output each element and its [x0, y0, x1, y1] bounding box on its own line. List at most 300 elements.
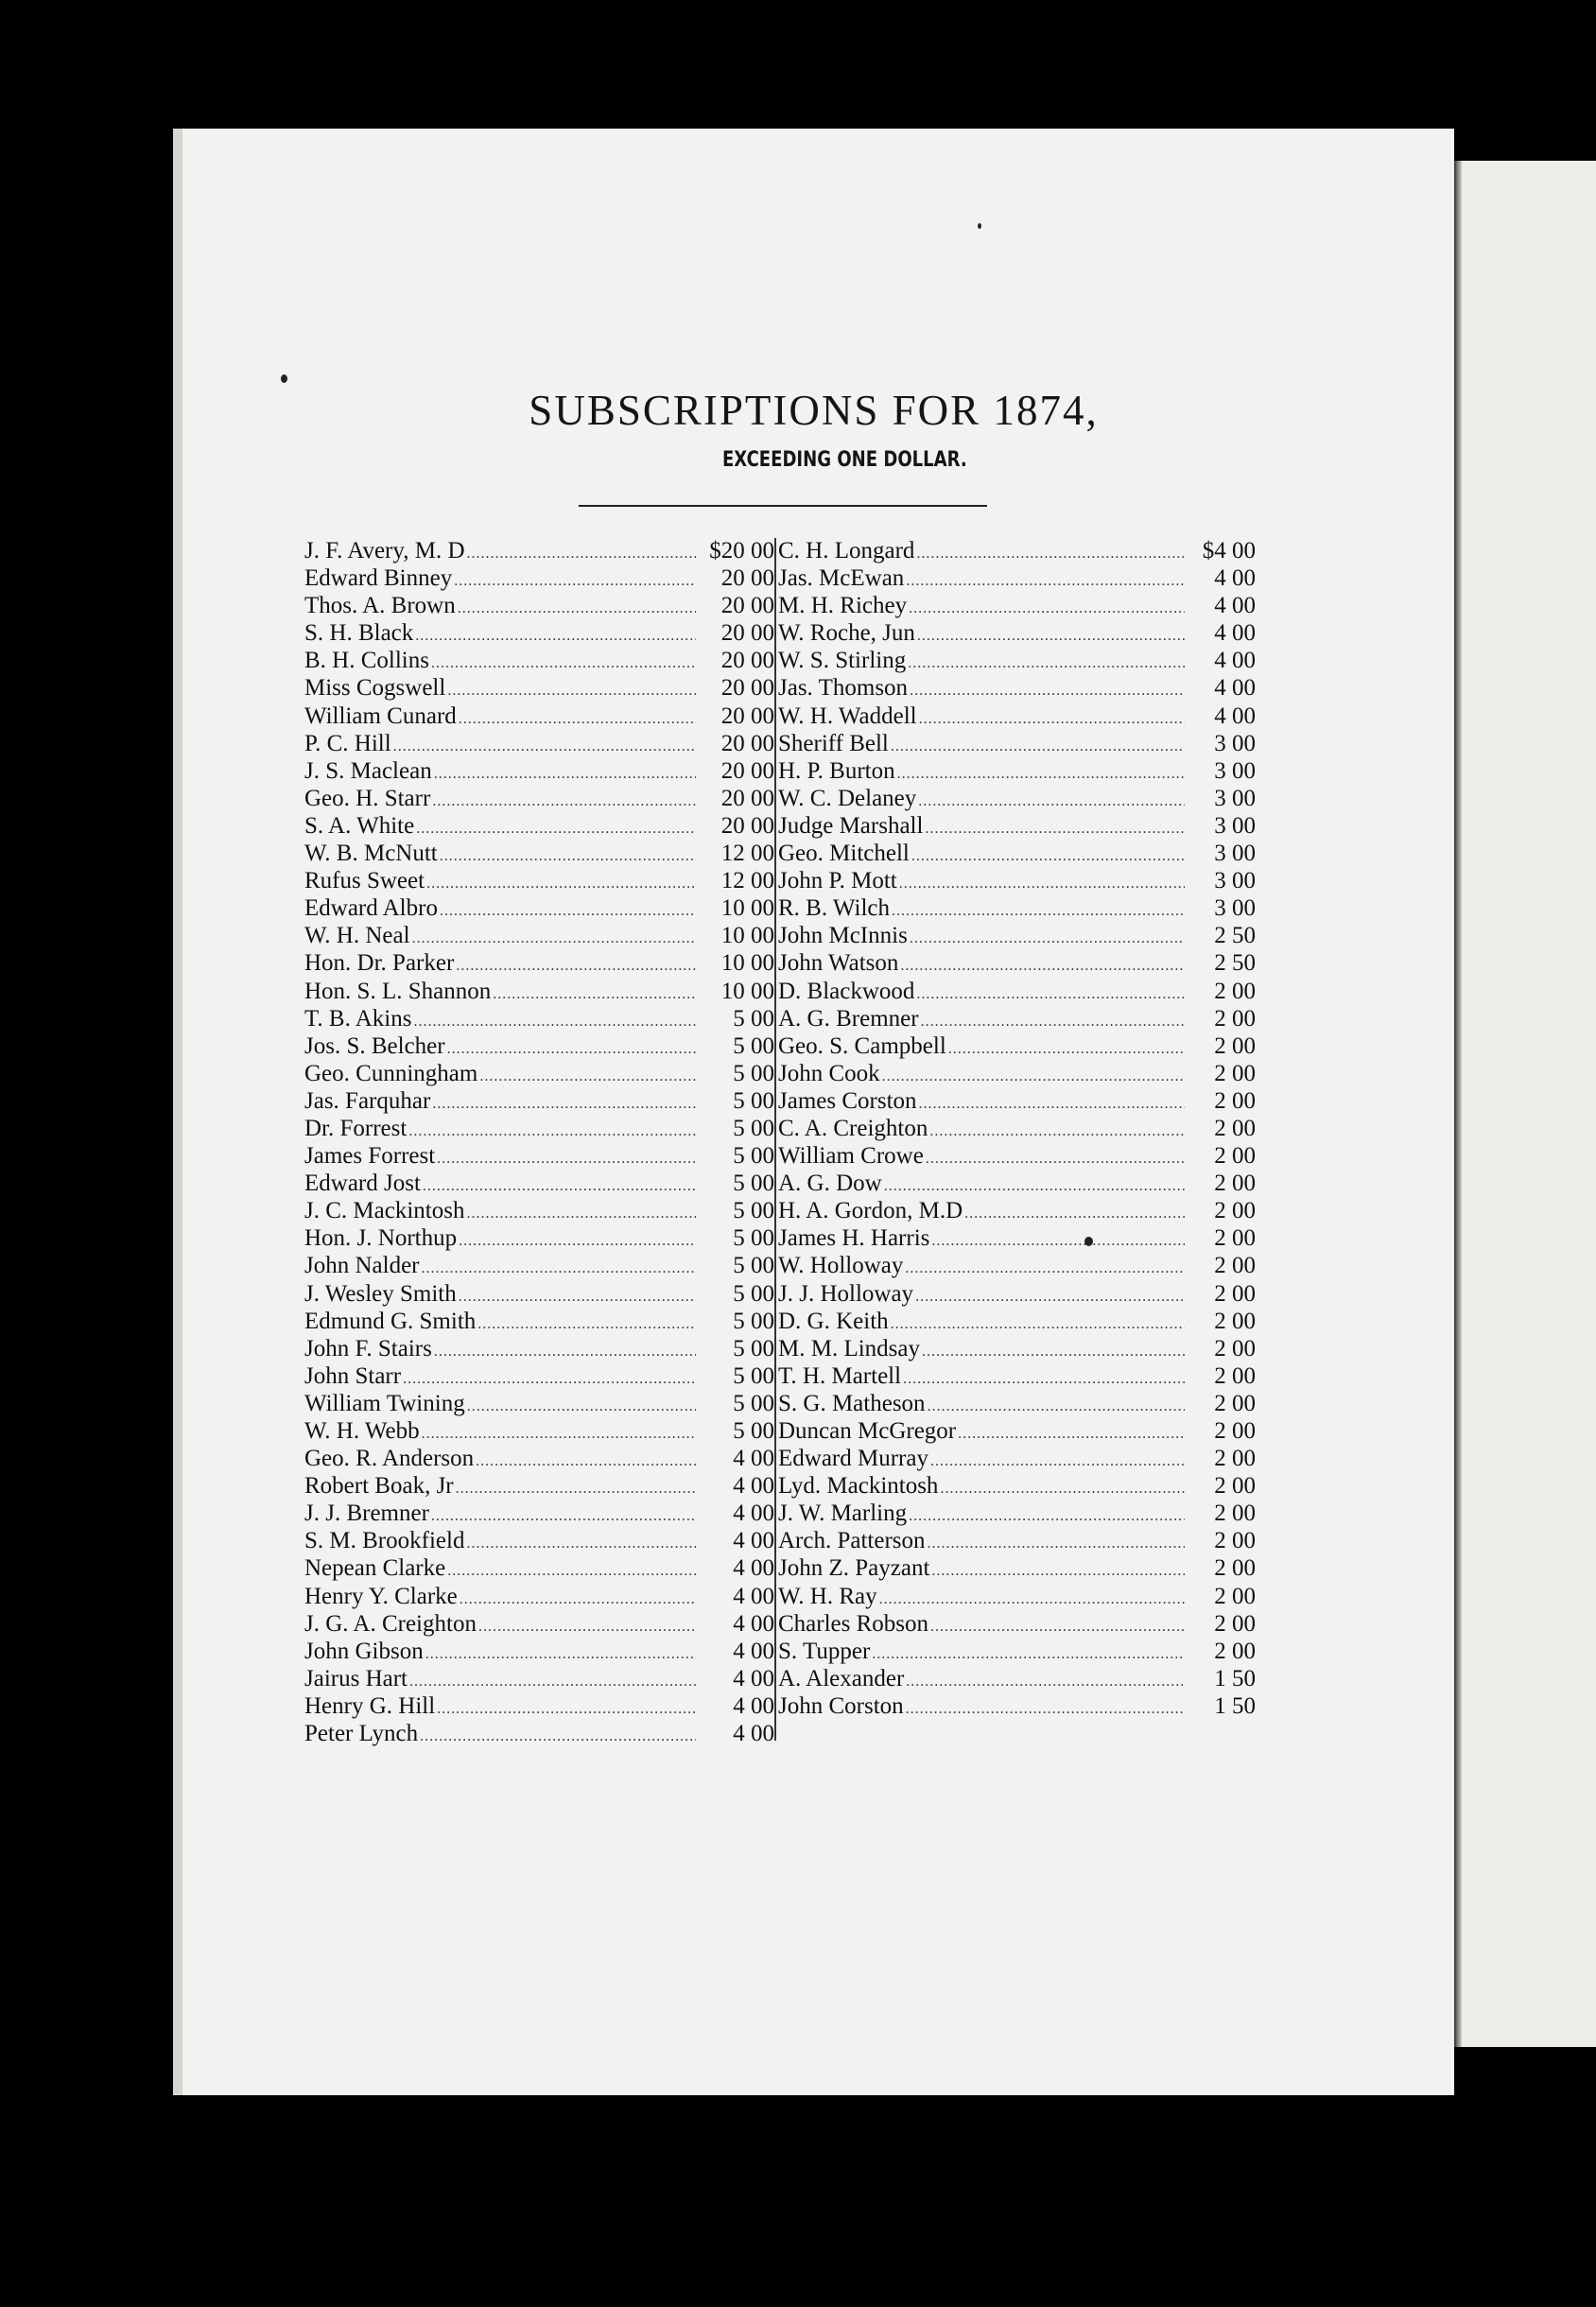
dot-leader [906, 1701, 1185, 1718]
dot-leader [456, 958, 696, 975]
subscriber-name: Lyd. Mackintosh [778, 1473, 939, 1500]
list-item [304, 1639, 774, 1666]
subscription-amount: 12 00 [720, 868, 774, 894]
subscription-amount: 2 00 [1214, 1528, 1256, 1554]
dot-leader [493, 986, 696, 1003]
list-item [304, 758, 774, 786]
list-item [778, 1336, 1256, 1363]
subscriber-name: John Watson [778, 950, 899, 977]
dot-leader [919, 1096, 1185, 1113]
list-item [304, 950, 774, 978]
list-item [778, 1473, 1256, 1500]
subscriber-name: B. H. Collins [304, 648, 429, 674]
subscriber-name: W. H. Waddell [778, 703, 917, 729]
subscriber-name: Edward Murray [778, 1446, 928, 1472]
column-divider [774, 538, 776, 1741]
list-item [778, 1061, 1256, 1088]
dot-leader [948, 1041, 1185, 1058]
subscriber-name: W. Holloway [778, 1253, 904, 1279]
subscriber-name: Charles Robson [778, 1610, 929, 1637]
subscription-amount: 12 00 [720, 841, 774, 867]
dot-leader [926, 1151, 1185, 1168]
subscription-amount: 5 00 [733, 1143, 774, 1170]
subscriber-name: Henry G. Hill [304, 1692, 436, 1719]
list-item [778, 675, 1256, 703]
list-item [778, 593, 1256, 620]
dot-leader [415, 628, 696, 645]
list-item [778, 1555, 1256, 1583]
list-item [304, 1281, 774, 1309]
dot-leader [905, 1260, 1185, 1277]
subscriber-name: John P. Mott [778, 868, 897, 894]
subscriber-name: C. H. Longard [778, 538, 915, 564]
subscription-amount: 5 00 [733, 1087, 774, 1114]
list-item [304, 1418, 774, 1446]
dot-leader [432, 1096, 696, 1113]
subscription-amount: 2 00 [1214, 1032, 1256, 1059]
dot-leader [916, 546, 1185, 563]
subscriber-name: S. Tupper [778, 1638, 871, 1664]
list-item [304, 1061, 774, 1088]
list-item [778, 1309, 1256, 1336]
subscription-amount: 5 00 [733, 1032, 774, 1059]
list-item [778, 950, 1256, 978]
dot-leader [909, 1508, 1185, 1525]
subscription-amount: 5 00 [733, 1418, 774, 1444]
subscriber-name: Geo. H. Starr [304, 785, 431, 811]
subscription-amount: 2 00 [1214, 1143, 1256, 1170]
list-item [304, 786, 774, 813]
dot-leader [891, 1316, 1185, 1333]
list-item [304, 1225, 774, 1253]
subscription-amount: 4 00 [733, 1555, 774, 1582]
list-item [304, 1555, 774, 1583]
subscription-amount: 4 00 [733, 1446, 774, 1472]
subscription-amount: 2 00 [1214, 1500, 1256, 1527]
list-item [304, 1336, 774, 1363]
list-item [778, 1088, 1256, 1116]
subscription-amount: 3 00 [1214, 730, 1256, 756]
dot-leader [422, 1426, 696, 1443]
dot-leader [447, 1563, 696, 1580]
list-item [304, 895, 774, 923]
list-item [778, 923, 1256, 950]
dot-leader [434, 1344, 696, 1361]
list-item [304, 1391, 774, 1418]
subscription-amount: 10 00 [720, 978, 774, 1004]
dot-leader [879, 1591, 1185, 1608]
subscription-amount: 2 00 [1214, 978, 1256, 1004]
subscription-amount: 2 00 [1214, 1198, 1256, 1224]
list-item [304, 1666, 774, 1693]
subscriber-name: William Twining [304, 1390, 465, 1416]
list-item [778, 758, 1256, 786]
dot-leader [910, 930, 1185, 947]
dot-leader [916, 986, 1185, 1003]
dot-leader [425, 1646, 696, 1663]
subscription-amount: 3 00 [1214, 757, 1256, 784]
subscriber-name: J. S. Maclean [304, 757, 432, 784]
subscriber-name: A. Alexander [778, 1665, 905, 1691]
subscriber-name: William Crowe [778, 1143, 924, 1170]
list-item [778, 1171, 1256, 1198]
subscriber-name: D. G. Keith [778, 1308, 889, 1334]
list-item [778, 786, 1256, 813]
dot-leader [440, 848, 696, 865]
subscription-amount: 2 00 [1214, 1115, 1256, 1141]
subscriber-name: Geo. R. Anderson [304, 1446, 475, 1472]
subscription-amount: 4 00 [1214, 593, 1256, 619]
subscriber-name: Nepean Clarke [304, 1555, 446, 1582]
subscriber-name: Geo. Cunningham [304, 1060, 478, 1086]
subscription-amount: 20 00 [720, 593, 774, 619]
subscriber-name: T. B. Akins [304, 1005, 412, 1032]
subscription-amount: 3 00 [1214, 868, 1256, 894]
list-item [778, 1198, 1256, 1225]
list-item [778, 841, 1256, 868]
dot-leader [958, 1426, 1185, 1443]
dot-leader [930, 1619, 1185, 1636]
dot-leader [906, 1674, 1185, 1691]
subscription-amount: 2 00 [1214, 1280, 1256, 1307]
dot-leader [909, 600, 1185, 617]
subscriber-name: John Z. Payzant [778, 1555, 930, 1582]
dot-leader [466, 1535, 696, 1552]
subscription-amount: 4 00 [1214, 620, 1256, 647]
list-item [304, 1500, 774, 1528]
subscriber-name: John Nalder [304, 1253, 420, 1279]
list-item [304, 1171, 774, 1198]
dot-leader [437, 1151, 696, 1168]
dot-leader [931, 1233, 1185, 1250]
subscription-amount: $20 00 [709, 538, 774, 564]
list-item [778, 979, 1256, 1006]
subscription-amount: 4 00 [1214, 675, 1256, 702]
subscriber-name: W. Roche, Jun [778, 620, 915, 647]
subscription-amount: 20 00 [720, 785, 774, 811]
subscriber-name: Arch. Patterson [778, 1528, 926, 1554]
subscription-amount: 20 00 [720, 620, 774, 647]
subscription-amount: 2 00 [1214, 1060, 1256, 1086]
subscription-amount: 2 00 [1214, 1225, 1256, 1252]
subscriber-name: H. P. Burton [778, 757, 895, 784]
list-item [778, 1391, 1256, 1418]
list-item [778, 1666, 1256, 1693]
dot-leader [922, 1344, 1185, 1361]
list-item [304, 1528, 774, 1555]
subscriber-name: Dr. Forrest [304, 1115, 408, 1141]
subscription-amount: 2 00 [1214, 1087, 1256, 1114]
dot-leader [412, 930, 696, 947]
subscription-amount: 5 00 [733, 1060, 774, 1086]
subscription-amount: 5 00 [733, 1253, 774, 1279]
dot-leader [426, 876, 696, 893]
subscriber-name: William Cunard [304, 703, 457, 729]
list-item [304, 813, 774, 841]
list-item [778, 1143, 1256, 1171]
subscriber-name: Hon. Dr. Parker [304, 950, 455, 977]
list-item [778, 1639, 1256, 1666]
subscription-amount: 5 00 [733, 1115, 774, 1141]
subscriber-name: Thos. A. Brown [304, 593, 456, 619]
list-item [304, 675, 774, 703]
list-item [778, 868, 1256, 895]
list-item [778, 731, 1256, 758]
page-title: SUBSCRIPTIONS FOR 1874, [529, 387, 1099, 434]
subscriber-name: W. C. Delaney [778, 785, 917, 811]
subscriber-name: A. G. Dow [778, 1171, 882, 1197]
list-item [304, 1006, 774, 1033]
list-item [304, 979, 774, 1006]
list-item [304, 703, 774, 731]
subscription-amount: $4 00 [1202, 538, 1256, 564]
title-rule [579, 505, 987, 507]
list-item [304, 1309, 774, 1336]
dot-leader [459, 1289, 696, 1306]
subscriber-name: Edward Binney [304, 565, 453, 592]
list-item [778, 1281, 1256, 1309]
subscription-amount: 1 50 [1214, 1665, 1256, 1691]
subscriber-name: W. H. Webb [304, 1418, 420, 1444]
subscriber-name: J. G. A. Creighton [304, 1610, 477, 1637]
subscription-amount: 4 00 [733, 1583, 774, 1609]
subscriber-name: Jos. S. Belcher [304, 1032, 445, 1059]
dot-leader [478, 1619, 696, 1636]
subscriber-name: P. C. Hill [304, 730, 391, 756]
subscriber-name: Duncan McGregor [778, 1418, 957, 1444]
dot-leader [434, 766, 696, 783]
dot-leader [900, 958, 1185, 975]
subscriber-name: Hon. J. Northup [304, 1225, 458, 1252]
subscriber-name: A. G. Bremner [778, 1005, 919, 1032]
subscriber-name: W. S. Stirling [778, 648, 907, 674]
dot-leader [454, 573, 696, 590]
subscription-amount: 20 00 [720, 730, 774, 756]
dot-leader [930, 1453, 1185, 1470]
subscription-amount: 2 00 [1214, 1308, 1256, 1334]
subscriber-name: J. C. Mackintosh [304, 1198, 465, 1224]
dot-leader [928, 1535, 1185, 1552]
dot-leader [928, 1398, 1185, 1415]
list-item [304, 1253, 774, 1280]
subscription-amount: 2 00 [1214, 1583, 1256, 1609]
list-item [778, 1253, 1256, 1280]
dot-leader [892, 903, 1185, 920]
dot-leader [911, 848, 1185, 865]
list-item [778, 1611, 1256, 1639]
subscriber-name: Edward Jost [304, 1171, 421, 1197]
subscriber-name: J. J. Holloway [778, 1280, 914, 1307]
list-item [304, 620, 774, 648]
ink-speck [1084, 1237, 1093, 1246]
dot-leader [432, 793, 696, 810]
dot-leader [420, 1728, 696, 1745]
list-item [778, 1584, 1256, 1611]
subscriber-name: Jas. Farquhar [304, 1087, 431, 1114]
subscription-amount: 2 00 [1214, 1390, 1256, 1416]
subscriber-name: W. H. Neal [304, 923, 410, 949]
dot-leader [456, 1481, 696, 1498]
dot-leader [882, 1068, 1185, 1085]
subscriber-name: Sheriff Bell [778, 730, 889, 756]
subscription-amount: 10 00 [720, 950, 774, 977]
dot-leader [413, 1014, 696, 1031]
subscription-amount: 5 00 [733, 1335, 774, 1362]
subscriber-name: John McInnis [778, 923, 908, 949]
subscriber-name: Jairus Hart [304, 1665, 408, 1691]
subscriber-name: Geo. S. Campbell [778, 1032, 946, 1059]
dot-leader [440, 903, 696, 920]
dot-leader [929, 1123, 1185, 1140]
subscriber-name: W. B. McNutt [304, 841, 438, 867]
subscription-amount: 5 00 [733, 1308, 774, 1334]
subscription-amount: 2 00 [1214, 1418, 1256, 1444]
subscriber-name: T. H. Martell [778, 1362, 902, 1389]
dot-leader [479, 1068, 696, 1085]
subscriber-name: Jas. McEwan [778, 565, 905, 592]
subscription-amount: 2 00 [1214, 1473, 1256, 1500]
subscriber-name: J. F. Avery, M. D [304, 538, 465, 564]
subscription-amount: 2 00 [1214, 1253, 1256, 1279]
subscription-amount: 5 00 [733, 1280, 774, 1307]
subscription-amount: 2 50 [1214, 923, 1256, 949]
subscription-amount: 3 00 [1214, 785, 1256, 811]
list-item [778, 1446, 1256, 1473]
list-item [778, 1528, 1256, 1555]
list-item [304, 1611, 774, 1639]
dot-leader [919, 711, 1185, 728]
list-item [304, 1088, 774, 1116]
dot-leader [476, 1453, 696, 1470]
subscription-amount: 2 00 [1214, 1171, 1256, 1197]
subscription-amount: 5 00 [733, 1362, 774, 1389]
dot-leader [931, 1563, 1185, 1580]
dot-leader [918, 793, 1185, 810]
subscription-amount: 4 00 [733, 1473, 774, 1500]
subscriber-name: Miss Cogswell [304, 675, 446, 702]
subscriber-name: Henry Y. Clarke [304, 1583, 458, 1609]
subscriber-name: S. M. Brookfield [304, 1528, 465, 1554]
subscriber-list-right [778, 538, 1256, 1721]
subscription-amount: 5 00 [733, 1005, 774, 1032]
list-item [304, 841, 774, 868]
subscription-amount: 2 00 [1214, 1610, 1256, 1637]
subscription-amount: 2 00 [1214, 1362, 1256, 1389]
list-item [304, 565, 774, 593]
dot-leader [460, 1591, 696, 1608]
list-item [304, 1446, 774, 1473]
list-item [304, 731, 774, 758]
dot-leader [466, 1206, 696, 1223]
subscription-amount: 4 00 [733, 1721, 774, 1747]
dot-leader [437, 1701, 696, 1718]
list-item [778, 1693, 1256, 1721]
subscriber-name: M. H. Richey [778, 593, 908, 619]
dot-leader [447, 1041, 696, 1058]
page-gutter [1454, 161, 1462, 2047]
subscription-amount: 20 00 [720, 675, 774, 702]
dot-leader [917, 628, 1185, 645]
subscriber-name: James H. Harris [778, 1225, 930, 1252]
dot-leader [925, 821, 1185, 838]
subscription-amount: 4 00 [733, 1692, 774, 1719]
subscription-amount: 4 00 [1214, 565, 1256, 592]
subscription-amount: 4 00 [733, 1528, 774, 1554]
list-item [304, 593, 774, 620]
subscriber-name: R. B. Wilch [778, 895, 890, 922]
dot-leader [467, 546, 696, 563]
subscription-amount: 2 00 [1214, 1005, 1256, 1032]
dot-leader [964, 1206, 1185, 1223]
dot-leader [459, 1233, 696, 1250]
subscriber-list-left [304, 538, 774, 1748]
dot-leader [408, 1123, 696, 1140]
list-item [304, 1473, 774, 1500]
subscriber-name: John Cook [778, 1060, 880, 1086]
subscriber-name: D. Blackwood [778, 978, 915, 1004]
ink-speck [978, 223, 981, 229]
list-item [304, 1033, 774, 1061]
page-subtitle: EXCEEDING ONE DOLLAR. [721, 448, 967, 472]
subscriber-name: M. M. Lindsay [778, 1335, 920, 1362]
dot-leader [903, 1371, 1185, 1388]
subscription-amount: 20 00 [720, 757, 774, 784]
subscriber-name: Jas. Thomson [778, 675, 909, 702]
subscription-amount: 2 00 [1214, 1335, 1256, 1362]
subscriber-name: C. A. Creighton [778, 1115, 928, 1141]
dot-leader [872, 1646, 1185, 1663]
subscription-amount: 4 00 [1214, 703, 1256, 729]
dot-leader [921, 1014, 1185, 1031]
subscription-amount: 5 00 [733, 1171, 774, 1197]
facing-page-edge [1454, 161, 1596, 2047]
subscription-amount: 2 50 [1214, 950, 1256, 977]
subscriber-name: S. A. White [304, 812, 415, 839]
list-item [778, 1500, 1256, 1528]
dot-leader [884, 1178, 1185, 1195]
subscription-amount: 20 00 [720, 648, 774, 674]
subscriber-name: James Corston [778, 1087, 917, 1114]
subscriber-name: John F. Stairs [304, 1335, 432, 1362]
list-item [778, 1363, 1256, 1391]
dot-leader [915, 1289, 1185, 1306]
dot-leader [431, 1508, 696, 1525]
dot-leader [447, 683, 696, 700]
subscriber-name: S. G. Matheson [778, 1390, 926, 1416]
list-item [304, 1143, 774, 1171]
dot-leader [422, 1260, 697, 1277]
list-item [778, 895, 1256, 923]
list-item [304, 868, 774, 895]
list-item [304, 1693, 774, 1721]
subscriber-name: James Forrest [304, 1143, 436, 1170]
dot-leader [403, 1371, 696, 1388]
dot-leader [897, 766, 1185, 783]
dot-leader [393, 738, 696, 755]
dot-leader [467, 1398, 696, 1415]
subscriber-name: Edmund G. Smith [304, 1308, 477, 1334]
subscriber-name: Judge Marshall [778, 812, 924, 839]
dot-leader [906, 573, 1185, 590]
list-item [778, 538, 1256, 565]
dot-leader [899, 876, 1185, 893]
list-item [304, 648, 774, 675]
subscriber-name: Geo. Mitchell [778, 841, 910, 867]
dot-leader [940, 1481, 1185, 1498]
dot-leader [409, 1674, 696, 1691]
list-item [304, 1721, 774, 1748]
subscriber-name: John Gibson [304, 1638, 424, 1664]
